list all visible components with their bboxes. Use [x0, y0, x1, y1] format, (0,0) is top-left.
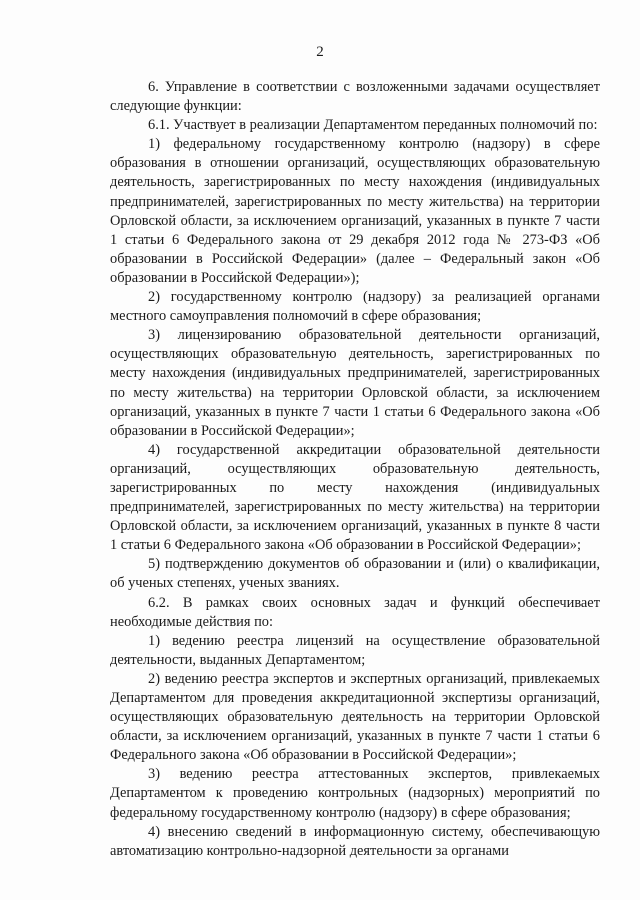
- paragraph-6-1-item-5: 5) подтверждению документов об образовании и (или) о квалификации, об ученых степенях, ученых званиях.: [110, 556, 600, 592]
- paragraph-6-1-item-4: 4) государственной аккредитации образовательной деятельности организаций, осуществляющих образовательную деятельность, зарегистрированных по месту нахождения (индивидуальных предпринимателей, зарегистрированных по месту жительства) на территории Орловской области, за исключением организаций, указанных в пункте 8 части 1 статьи 6 Федерального закона «Об образовании в Российской Федерации»;: [110, 441, 600, 554]
- paragraph-6-2-item-4: 4) внесению сведений в информационную систему, обеспечивающую автоматизацию контрольно-надзорной деятельности за органами: [110, 823, 600, 859]
- paragraph-6-1-item-1: 1) федеральному государственному контролю (надзору) в сфере образования в отношении организаций, осуществляющих образовательную деятельность, зарегистрированных по месту нахождения (индивидуальных предпринимателей, зарегистрированных по месту жительства) на территории Орловской области, за исключением организаций, указанных в пункте 7 части 1 статьи 6 Федерального закона от 29 декабря 2012 года № 273-ФЗ «Об образовании в Российской Федерации» (далее – Федеральный закон «Об образовании в Российской Федерации»);: [110, 136, 600, 286]
- paragraph-6-1-item-2: 2) государственному контролю (надзору) за реализацией органами местного самоуправления полномочий в сфере образования;: [110, 289, 600, 325]
- paragraph-6-1: 6.1. Участвует в реализации Департаментом переданных полномочий по:: [148, 117, 598, 134]
- paragraph-6-2-item-3: 3) ведению реестра аттестованных экспертов, привлекаемых Департаментом к проведению контрольных (надзорных) мероприятий по федеральному государственному контролю (надзору) в сфере образования;: [110, 766, 600, 821]
- page-number: 2: [316, 44, 324, 60]
- paragraph-6-1-item-3: 3) лицензированию образовательной деятельности организаций, осуществляющих образовательную деятельность, зарегистрированных по месту нахождения (индивидуальных предпринимателей, зарегистрированных по месту жительства) на территории Орловской области, за исключением организаций, указанных в пункте 7 части 1 статьи 6 Федерального закона «Об образовании в Российской Федерации»;: [110, 327, 600, 439]
- paragraph-6-2-item-1: 1) ведению реестра лицензий на осуществление образовательной деятельности, выданных Департаментом;: [110, 632, 600, 668]
- paragraph-6-2: 6.2. В рамках своих основных задач и функций обеспечивает необходимые действия по:: [110, 594, 600, 630]
- paragraph-6-2-item-2: 2) ведению реестра экспертов и экспертных организаций, привлекаемых Департаментом для проведения аккредитационной экспертизы организаций, осуществляющих образовательную деятельность на территории Орловской области, за исключением организаций, указанных в пункте 7 части 1 статьи 6 Федерального закона «Об образовании в Российской Федерации»;: [110, 670, 600, 764]
- paragraph-6: 6. Управление в соответствии с возложенными задачами осуществляет следующие функции:: [110, 79, 600, 115]
- document-body: [110, 78, 600, 861]
